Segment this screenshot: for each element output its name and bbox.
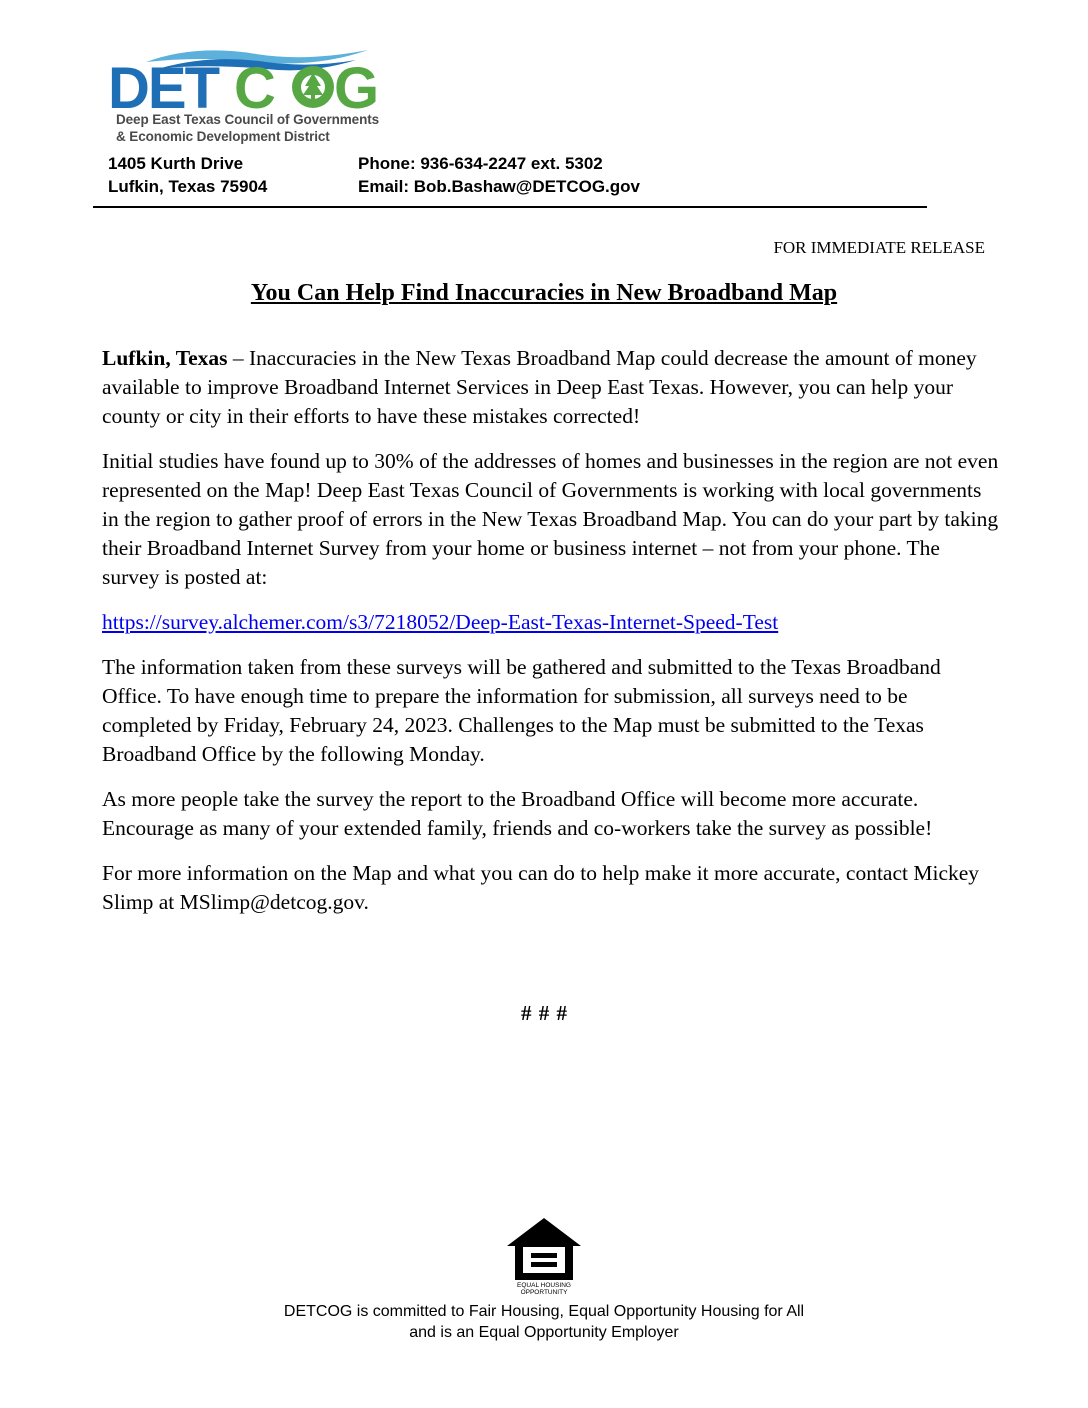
page-title: You Can Help Find Inaccuracies in New Broadband Map	[250, 280, 838, 306]
email-address: Email: Bob.Bashaw@DETCOG.gov	[358, 177, 641, 196]
paragraph-2: Initial studies have found up to 30% of the addresses of homes and businesses in the region are not even represented on the Map! Deep East Texas Council of Governments is working with local governments in the region to gather proof of errors in the New Texas Broadband Map. You can do your part by taking their Broadband Internet Survey from your home or business internet – not from your phone. The survey is posted at:	[102, 449, 999, 589]
contact-block	[358, 152, 640, 198]
paragraph-5: For more information on the Map and what you can do to help make it more accurate, contact Mickey Slimp at MSlimp@detcog.gov.	[102, 861, 980, 914]
survey-link[interactable]: https://survey.alchemer.com/s3/7218052/Deep-East-Texas-Internet-Speed-Test	[102, 610, 779, 634]
svg-text:DET: DET	[108, 56, 218, 121]
address-street: 1405 Kurth Drive	[108, 154, 244, 173]
svg-text:C: C	[234, 56, 274, 121]
end-mark: # # #	[521, 1001, 567, 1025]
eho-line-2: OPPORTUNITY	[520, 1289, 568, 1296]
dateline: Lufkin, Texas	[102, 346, 228, 370]
paragraph-4: As more people take the survey the report to the Broadband Office will become more accurate. Encourage as many of your extended family, friends and co-workers take the survey as possible!	[102, 787, 933, 840]
house-icon	[505, 1216, 583, 1282]
svg-text:G: G	[334, 56, 378, 121]
header-divider	[93, 206, 927, 208]
footer-line-2: and is an Equal Opportunity Employer	[409, 1324, 679, 1341]
paragraph-3: The information taken from these surveys will be gathered and submitted to the Texas Broadband Office. To have enough time to prepare the information for submission, all surveys need to be completed by Friday, February 24, 2023. Challenges to the Map must be submitted to the Texas Broadband Office by the following Monday.	[102, 655, 941, 766]
equal-housing-icon	[505, 1216, 583, 1298]
phone-number: Phone: 936-634-2247 ext. 5302	[358, 154, 603, 173]
eho-line-1: EQUAL HOUSING	[517, 1282, 571, 1289]
address-city: Lufkin, Texas 75904	[108, 177, 268, 196]
footer-line-1: DETCOG is committed to Fair Housing, Equal Opportunity Housing for All	[283, 1303, 805, 1320]
release-label: FOR IMMEDIATE RELEASE	[773, 238, 985, 257]
article-body	[102, 344, 1002, 933]
address-block	[108, 152, 267, 198]
paragraph-1-text: – Inaccuracies in the New Texas Broadband Map could decrease the amount of money available to improve Broadband Internet Services in Deep East Texas. However, you can help your county or city in their efforts to have these mistakes corrected!	[102, 346, 977, 428]
logo-tagline-1: Deep East Texas Council of Governments	[116, 112, 380, 127]
detcog-logo	[106, 42, 406, 146]
survey-link-paragraph	[102, 608, 1002, 637]
paragraph-1	[102, 344, 1002, 431]
footer	[0, 1301, 1088, 1343]
logo-tagline-2: & Economic Development District	[116, 129, 330, 144]
